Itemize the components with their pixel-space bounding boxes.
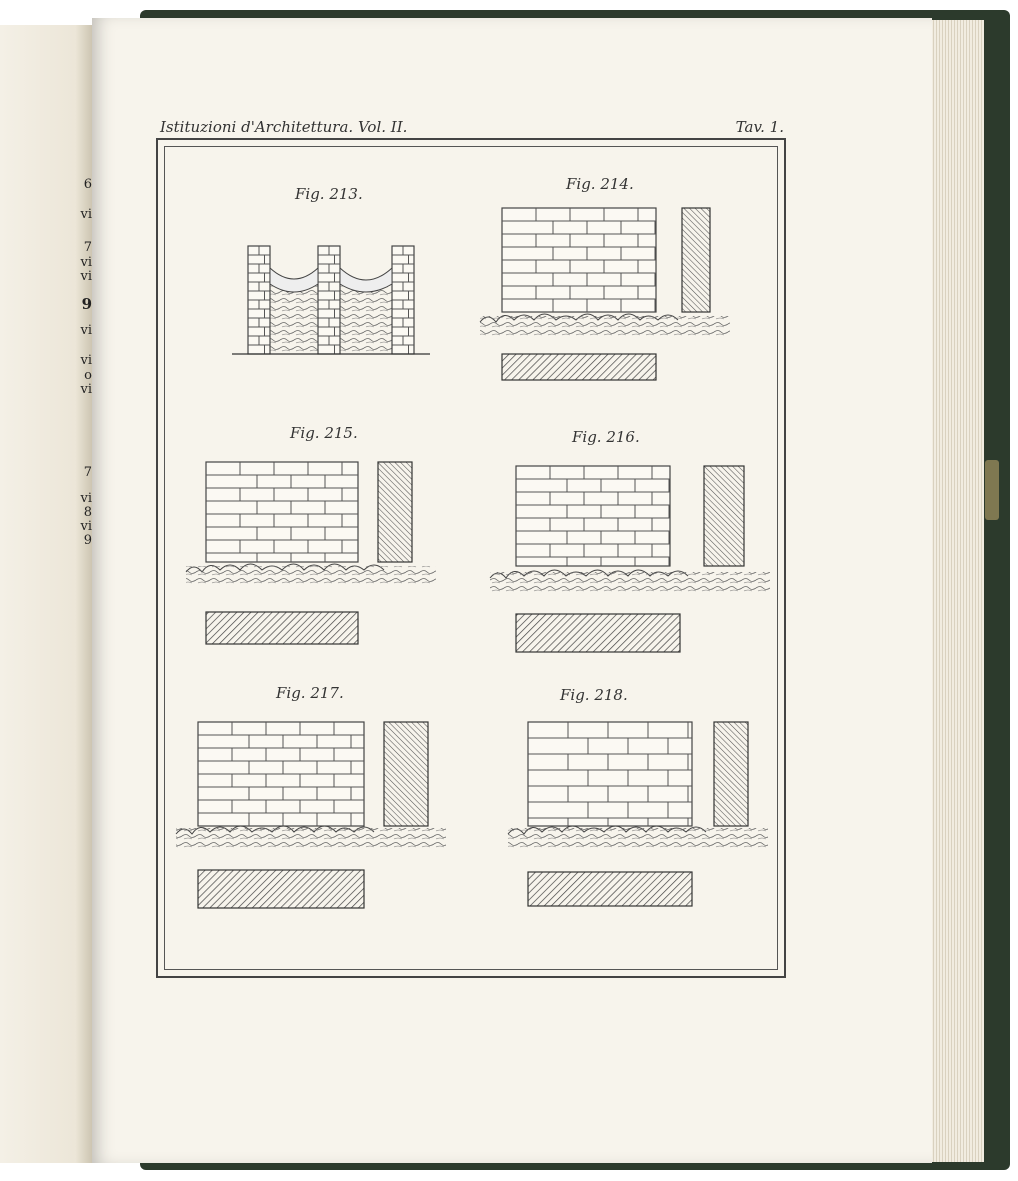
wall-section — [704, 466, 744, 566]
margin-line: vi — [80, 353, 92, 368]
figure-label: Fig. 218. — [560, 686, 628, 704]
arch — [270, 268, 318, 292]
margin-line: vi — [80, 255, 92, 270]
margin-line: 7 — [83, 240, 92, 255]
ground-texture — [480, 316, 730, 336]
plate-number: Tav. 1. — [735, 118, 784, 136]
rubble-infill — [270, 284, 318, 354]
figure-label: Fig. 214. — [566, 175, 634, 193]
margin-line: 9 — [81, 295, 92, 313]
ground-texture — [176, 828, 446, 848]
margin-line: vi — [80, 207, 92, 222]
margin-line: o — [84, 368, 92, 383]
running-title: Istituzioni d'Architettura. Vol. II. — [160, 118, 408, 136]
wall-section — [714, 722, 748, 826]
wall-section — [384, 722, 428, 826]
arch — [340, 268, 392, 292]
wall-plan — [516, 614, 680, 652]
margin-line: vi — [80, 323, 92, 338]
margin-line: vi — [80, 269, 92, 284]
brick-wall-elevation — [516, 466, 670, 566]
margin-line: 8 — [83, 505, 92, 520]
wall-section — [378, 462, 412, 562]
figure-label: Fig. 213. — [295, 185, 363, 203]
wall-plan — [502, 354, 656, 380]
ground-texture — [508, 828, 768, 848]
rubble-infill — [340, 284, 392, 354]
figure-label: Fig. 216. — [572, 428, 640, 446]
margin-line: 7 — [83, 465, 92, 480]
margin-line: 6 — [83, 177, 92, 192]
figure-label: Fig. 217. — [276, 684, 344, 702]
margin-line: vi — [80, 382, 92, 397]
wall-plan — [528, 872, 692, 906]
wall-plan — [206, 612, 358, 644]
wall-plan — [198, 870, 364, 908]
margin-line: vi — [80, 519, 92, 534]
ground-texture — [186, 566, 436, 586]
margin-line: 9 — [83, 533, 92, 548]
wall-section — [682, 208, 710, 312]
margin-line: vi — [80, 491, 92, 506]
brick-wall-elevation — [206, 462, 358, 562]
figure-label: Fig. 215. — [290, 424, 358, 442]
ground-texture — [490, 572, 770, 592]
